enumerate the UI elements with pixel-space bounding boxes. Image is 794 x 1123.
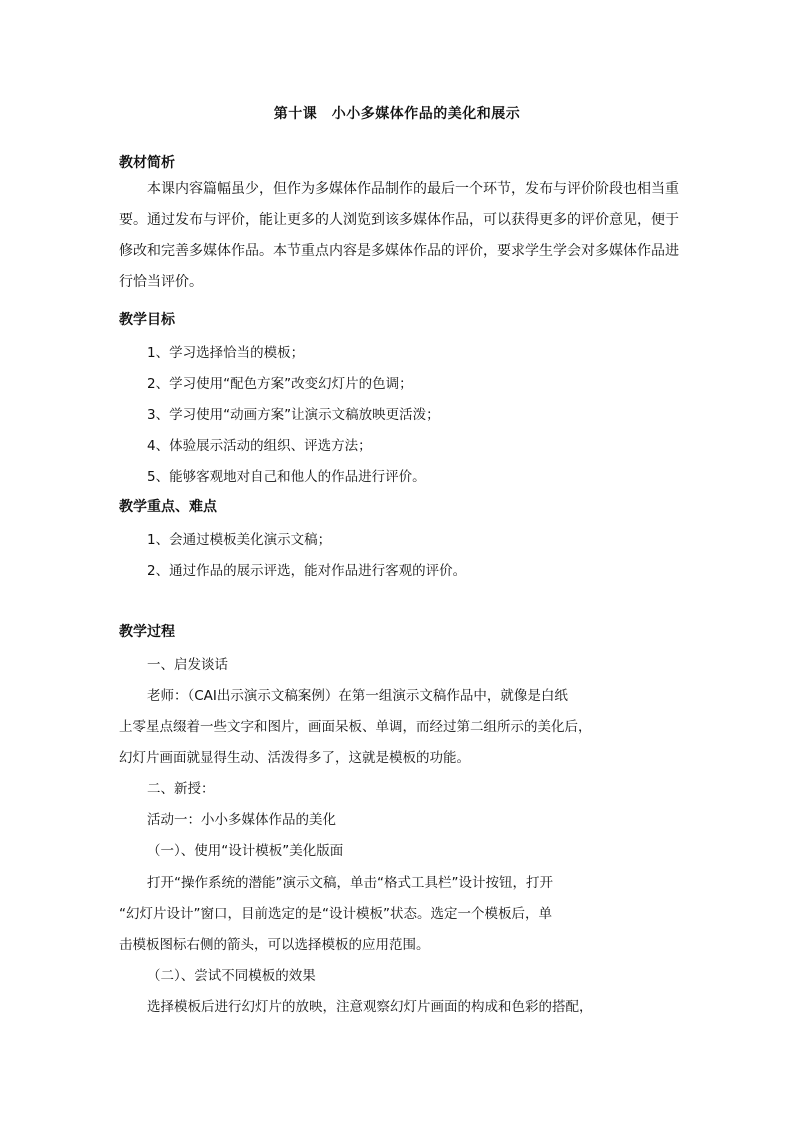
process-line: 击模板图标右侧的箭头，可以选择模板的应用范围。: [119, 937, 430, 953]
analysis-paragraph: 本课内容篇幅虽少，但作为多媒体作品制作的最后一个环节，发布与评价阶段也相当重要。通过发布与评价，能让更多的人浏览到该多媒体作品，可以获得更多的评价意见，便于修改和完善多媒体作品。本节重点内容是多媒体作品的评价，要求学生学会对多媒体作品进行恰当评价。: [119, 181, 679, 290]
heading-key-points: 教学重点、难点: [119, 499, 217, 515]
process-line: 活动一：小小多媒体作品的美化: [147, 812, 336, 828]
process-line: 二、新授：: [147, 781, 215, 797]
heading-process: 教学过程: [119, 624, 175, 640]
process-line: 打开“操作系统的潜能”演示文稿，单击“格式工具栏”设计按钮，打开: [147, 875, 553, 891]
process-line: （二）、尝试不同模板的效果: [147, 968, 316, 984]
key-point-item: 1、会通过模板美化演示文稿；: [147, 532, 332, 548]
goal-item: 2、学习使用“配色方案”改变幻灯片的色调；: [147, 376, 413, 392]
process-line: 幻灯片画面就显得生动、活泼得多了，这就是模板的功能。: [119, 750, 470, 766]
goal-item: 4、体验展示活动的组织、评选方法；: [147, 438, 372, 454]
process-line: （一）、使用“设计模板”美化版面: [147, 843, 344, 859]
process-line: 一、启发谈话: [147, 657, 228, 673]
goal-item: 5、能够客观地对自己和他人的作品进行评价。: [147, 469, 426, 485]
heading-goals: 教学目标: [119, 312, 175, 328]
heading-analysis: 教材简析: [119, 155, 175, 171]
process-line: 上零星点缀着一些文字和图片，画面呆板、单调，而经过第二组所示的美化后，: [119, 719, 592, 735]
process-line: 老师：（CAI出示演示文稿案例）在第一组演示文稿作品中，就像是白纸: [147, 688, 568, 704]
key-point-item: 2、通过作品的展示评选，能对作品进行客观的评价。: [147, 563, 467, 579]
goal-item: 3、学习使用“动画方案”让演示文稿放映更活泼；: [147, 407, 440, 423]
process-line: 选择模板后进行幻灯片的放映，注意观察幻灯片画面的构成和色彩的搭配，: [147, 999, 593, 1015]
process-line: “幻灯片设计”窗口，目前选定的是“设计模板”状态。选定一个模板后，单: [119, 906, 552, 922]
page-title: 第十课 小小多媒体作品的美化和展示: [273, 106, 521, 122]
goal-item: 1、学习选择恰当的模板；: [147, 345, 305, 361]
